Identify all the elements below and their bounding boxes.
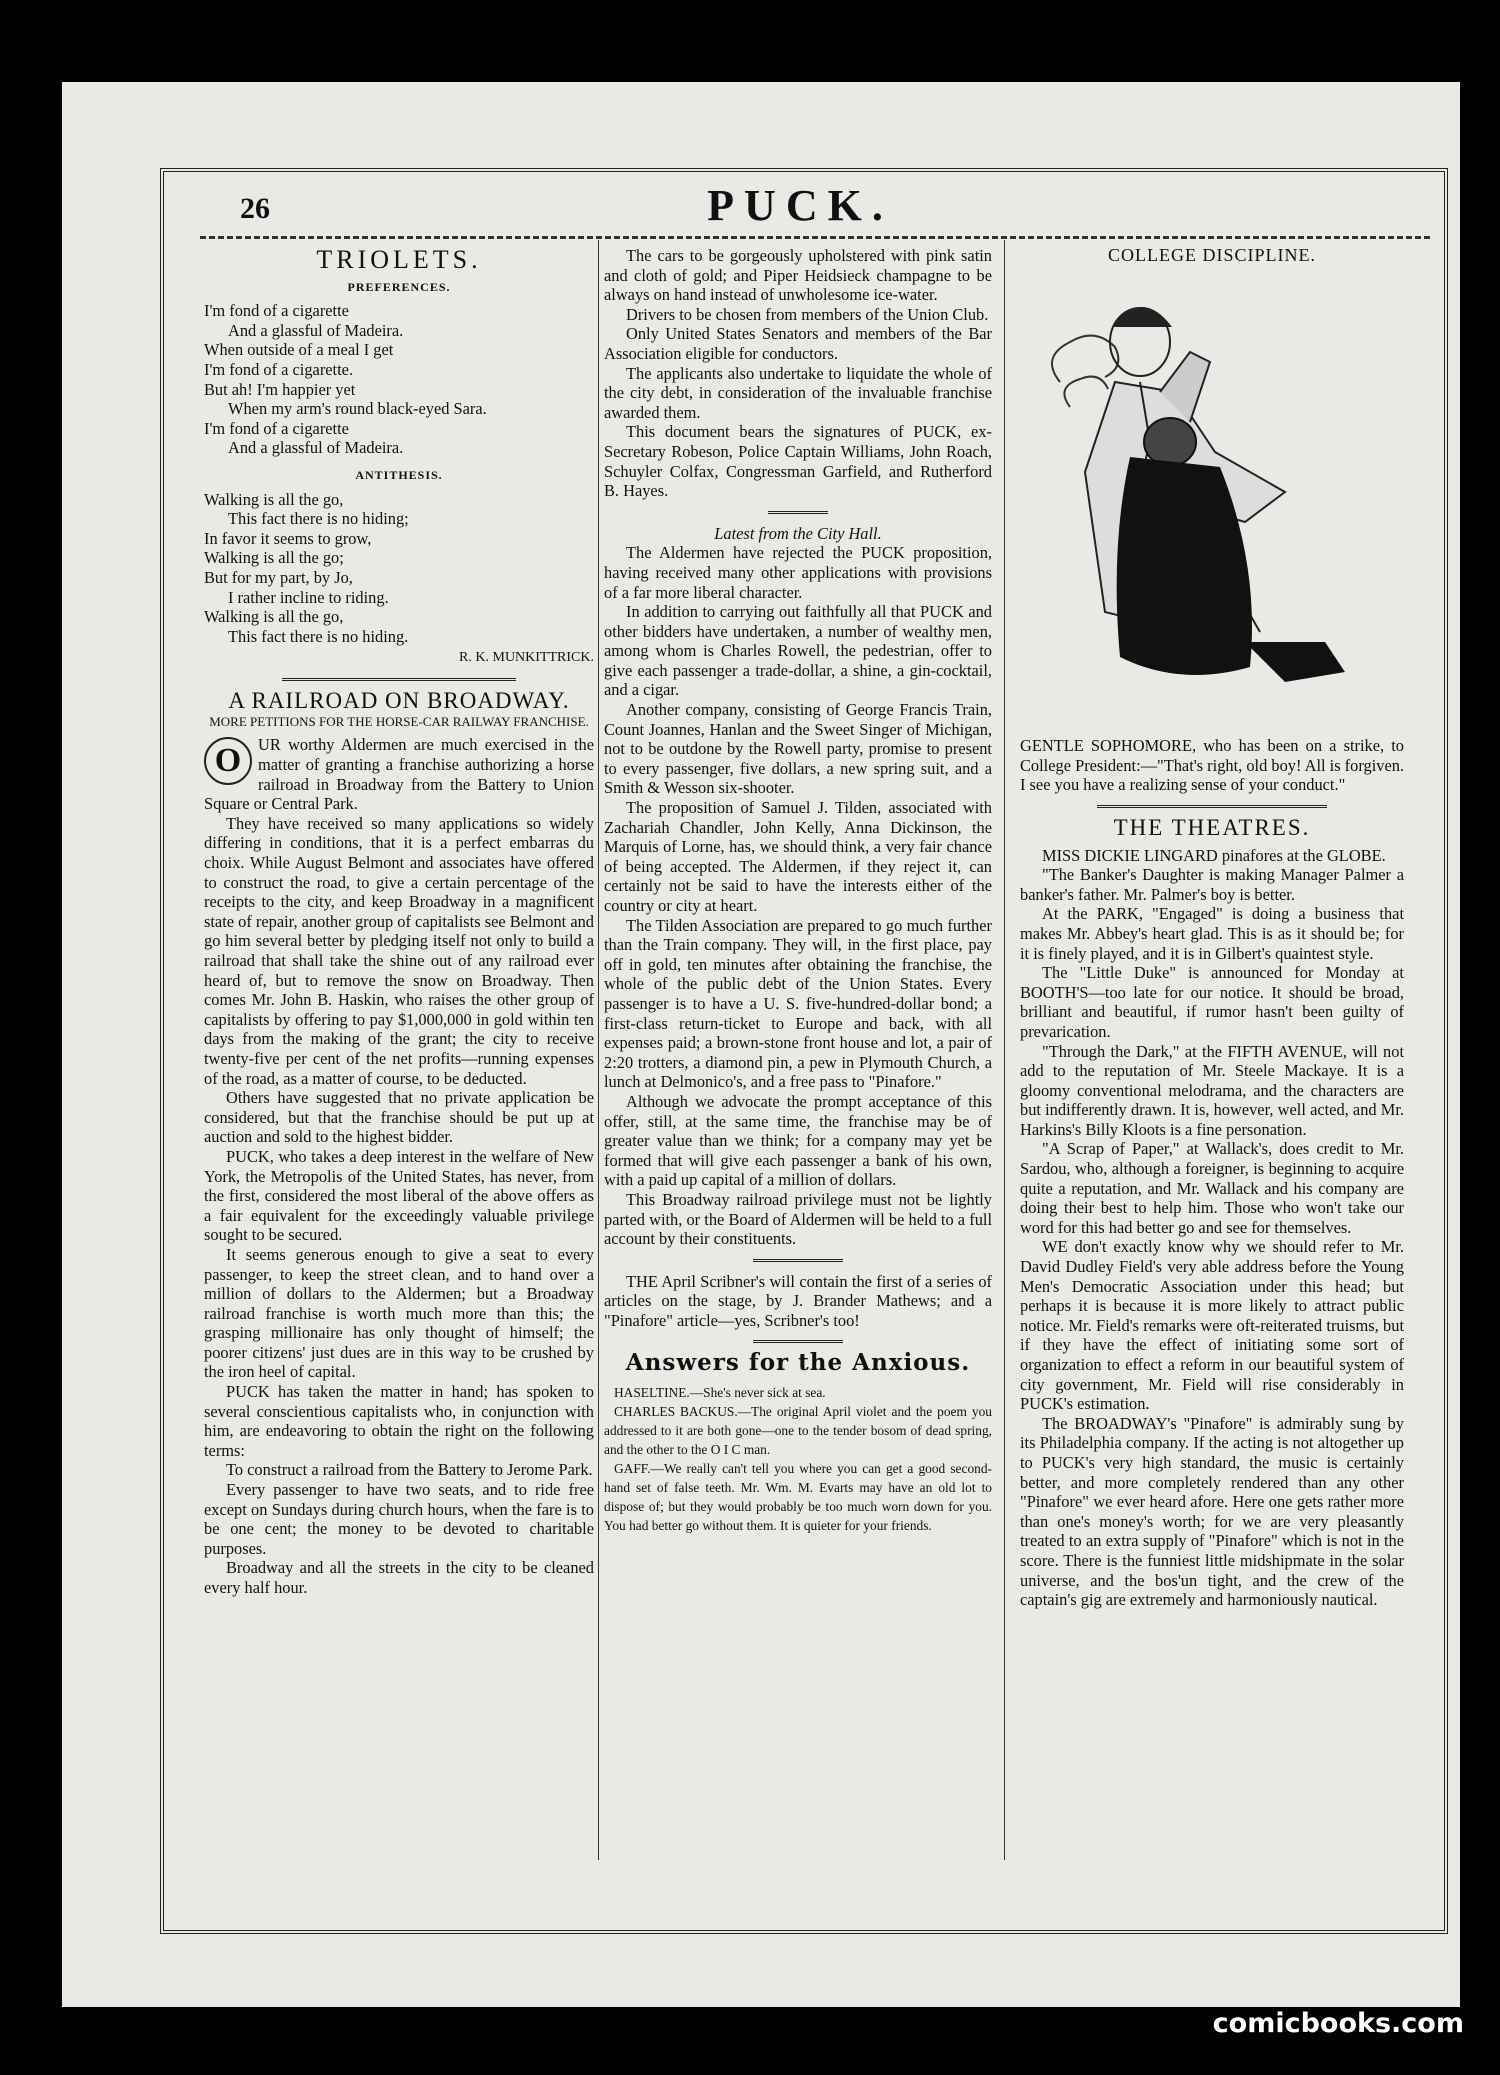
column-divider	[598, 240, 599, 1860]
antithesis-heading: ANTITHESIS.	[355, 467, 443, 482]
city-hall-paragraph: The Aldermen have rejected the PUCK proposition, having received many other applications with provisions of a far more liberal character.	[604, 543, 992, 602]
column-2	[604, 246, 992, 1535]
watermark: comicbooks.com	[1212, 2008, 1464, 2039]
section-rule	[768, 511, 828, 514]
railroad-paragraph: It seems generous enough to give a seat to every passenger, to keep the street clean, and to hand over a million of dollars to the Aldermen; but a Broadway railroad franchise is worth much more than this; the grasping millionaire has only thought of himself; the poorer citizens' just dues are in this way to be crushed by the iron heel of capital.	[204, 1244, 594, 1382]
city-hall-paragraph: Although we advocate the prompt acceptance of this offer, still, at the same time, the franchise may be of greater value than we think; for a company may yet be formed that will give each passenger a bank of his own, with a paid up capital of a million of dollars.	[604, 1091, 992, 1190]
city-hall-paragraph: In addition to carrying out faithfully all that PUCK and other bidders have undertaken, a number of wealthy men, among whom is Charles Rowell, the pedestrian, offer to give each passenger a trade-dollar, a shine, a gin-cocktail, and a cigar.	[604, 602, 992, 700]
illustration-caption: GENTLE SOPHOMORE, who has been on a strike, to College President:—"That's right, old boy! All is forgiven. I see you have a realizing sense of your conduct."	[1020, 736, 1405, 795]
poem-line: When outside of a meal I get	[204, 340, 394, 360]
theatre-paragraph: The "Little Duke" is announced for Monday at BOOTH'S—too late for our notice. It should be broad, brilliant and beautiful, if rumor hasn't been guilty of prevarication.	[1020, 963, 1404, 1041]
poem-line: I rather incline to riding.	[228, 587, 389, 607]
poem-antithesis	[204, 490, 594, 647]
city-hall-paragraph: The Tilden Association are prepared to go much further than the Train company. They will, in the first place, pay off in gold, ten minutes after obtaining the franchise, the whole of the public debt of the Union States. Every passenger is to have a U. S. five-hundred-dollar bond; a first-class return-ticket to Europe and back, with all expenses paid; a brown-stone front house and lot, a pair of 2:20 trotters, a diamond pin, a pew in Plymouth Church, a lunch at Delmonico's, and a free pass to "Pinafore."	[604, 915, 992, 1092]
poem-line: This fact there is no hiding.	[228, 626, 409, 646]
railroad-paragraph: Broadway and all the streets in the city to be cleaned every half hour.	[204, 1558, 594, 1597]
poem-line: I'm fond of a cigarette.	[204, 359, 354, 379]
city-hall-paragraph: Another company, consisting of George Francis Train, Count Joannes, Hanlan and the Sweet Singer of Michigan, not to be outdone by the Rowell party, promise to present to every passenger, five dollars, a new spring suit, and a Smith & Wesson six-shooter.	[604, 700, 992, 798]
poem-line: Walking is all the go,	[204, 607, 344, 627]
poem-line: But ah! I'm happier yet	[204, 379, 356, 399]
poem-line: I'm fond of a cigarette	[204, 301, 349, 321]
header-rule	[200, 236, 1430, 239]
theatre-paragraph: "The Banker's Daughter is making Manager Palmer a banker's father. Mr. Palmer's boy is better.	[1020, 865, 1404, 904]
section-rule	[1097, 805, 1327, 808]
terms-paragraph: The cars to be gorgeously upholstered with pink satin and cloth of gold; and Piper Heidsieck champagne to be always on hand instead of unwholesome ice-water.	[604, 246, 992, 305]
poem-preferences	[204, 301, 594, 458]
terms-paragraph: Drivers to be chosen from members of the Union Club.	[626, 304, 989, 324]
terms-paragraph: The applicants also undertake to liquidate the whole of the city debt, in consideration of the invaluable franchise awarded them.	[604, 363, 992, 422]
illustration-title: COLLEGE DISCIPLINE.	[1108, 245, 1316, 265]
railroad-paragraph: PUCK, who takes a deep interest in the welfare of New York, the Metropolis of the United States, has never, from the first, considered the most liberal of the above offers as a fair equivalent for the exceedingly valuable privilege sought to be secured.	[204, 1146, 594, 1245]
theatre-paragraph: "Through the Dark," at the FIFTH AVENUE, will not add to the reputation of Mr. Steele Mackaye. It is a gloomy conventional melodrama, and the characters are but indifferently drawn. It is, however, well acted, and Mr. Harkins's Billy Kloots is a fine personation.	[1020, 1041, 1404, 1139]
theatre-paragraph: "A Scrap of Paper," at Wallack's, does credit to Mr. Sardou, who, although a foreigner, is beginning to acquire quite a reputation, and Mr. Wallack and his company are doing their best to help him. Those who won't take our word for this had better go and see for themselves.	[1020, 1139, 1404, 1237]
answer-item: GAFF.—We really can't tell you where you can get a good second-hand set of false teeth. Mr. Wm. M. Evarts may have an old lot to dispose of; but they would probably be too much worn down for you. You had better go without them. It is quieter for your friends.	[604, 1461, 992, 1534]
poem-line: And a glassful of Madeira.	[228, 320, 404, 340]
railroad-subtitle: MORE PETITIONS FOR THE HORSE-CAR RAILWAY FRANCHISE.	[209, 714, 589, 730]
college-discipline-illustration	[1020, 272, 1404, 722]
poem-line: Walking is all the go,	[204, 489, 344, 509]
theatre-paragraph: At the PARK, "Engaged" is doing a business that makes Mr. Abbey's heart glad. This is as it should be; for it is finely played, and it is in Gilbert's quaintest style.	[1020, 904, 1404, 963]
answer-item: CHARLES BACKUS.—The original April violet and the poem you addressed to it are both gone—one to the tender bosom of dead spring, and the other to the O I C man.	[604, 1404, 992, 1458]
poem-signature: R. K. MUNKITTRICK.	[459, 650, 594, 666]
poem-line: I'm fond of a cigarette	[204, 418, 349, 438]
page-header	[170, 178, 1430, 242]
city-hall-paragraph: The proposition of Samuel J. Tilden, associated with Zachariah Chandler, John Kelly, Anna Dickinson, the Marquis of Lorne, has, we should think, a very fair chance of being accepted. The Aldermen, if they reject it, can certainly not be said to have the interests either of the country or city at heart.	[604, 798, 992, 915]
preferences-heading: PREFERENCES.	[347, 279, 451, 294]
drop-cap: O	[204, 737, 252, 785]
scribner-note: THE April Scribner's will contain the first of a series of articles on the stage, by J. Brander Mathews; and a "Pinafore" article—yes, Scribner's too!	[604, 1271, 992, 1330]
theatre-paragraph: The BROADWAY's "Pinafore" is admirably sung by its Philadelphia company. If the acting is not altogether up to PUCK's very high standard, the music is certainly better, and more completely rendered than any other "Pinafore" we ever heard afore. Here one gets rather more than one's money's worth; for we are very pleasantly treated to an extra supply of "Pinafore" which is not in the score. There is the funniest little midshipmate in the solar universe, and the bos'un tight, and the crew of the captain's gig are extremely and harmoniously nautical.	[1020, 1413, 1404, 1610]
section-rule	[282, 678, 516, 681]
railroad-paragraph: They have received so many applications so widely differing in conditions, that it is a perfect embarras du choix. While August Belmont and associates have offered to construct the road, to give a certain percentage of the receipts to the city, and keep Broadway in a magnificent state of repair, another group of capitalists see Belmont and go him several better by pledging itself not only to build a railroad that shall take the shine out of any railroad ever heard of, but to remove the snow on Broadway. Then comes Mr. John B. Haskin, who raises the other group of capitalists by offering to pay $1,000,000 in gold within ten days from the making of the grant; the city to receive twenty-five per cent of the net profits—running expenses of the road, as a matter of course, to be deducted.	[204, 813, 594, 1088]
poem-line: Walking is all the go;	[204, 548, 344, 568]
railroad-paragraph: To construct a railroad from the Battery to Jerome Park.	[226, 1460, 593, 1480]
railroad-paragraph: PUCK has taken the matter in hand; has spoken to several conscientious capitalists who, in conjunction with him, are endeavoring to obtain the right on the following terms:	[204, 1382, 594, 1460]
railroad-paragraph: Every passenger to have two seats, and to ride free except on Sundays during church hours, when the fare is to be one cent; the money to be devoted to charitable purposes.	[204, 1480, 594, 1558]
answer-item: HASELTINE.—She's never sick at sea.	[614, 1385, 826, 1401]
page-number: 26	[240, 192, 270, 225]
terms-paragraph: Only United States Senators and members of the Bar Association eligible for conductors.	[604, 324, 992, 363]
section-rule	[753, 1340, 843, 1343]
railroad-title: A RAILROAD ON BROADWAY.	[228, 687, 570, 713]
theatre-paragraph: WE don't exactly know why we should refer to Mr. David Dudley Field's very able address before the Young Men's Democratic Association under this head; but perhaps it is because it is more likely to attract public notice. Mr. Field's remarks were oft-reiterated truisms, but if they have the effect of initiating some sort of organization to effect a reform in our beautiful system of city government, Mr. Field will rise considerably in PUCK's estimation.	[1020, 1237, 1404, 1414]
column-3	[1020, 246, 1404, 1610]
triolets-title: TRIOLETS.	[316, 245, 482, 274]
city-hall-heading: Latest from the City Hall.	[714, 523, 882, 543]
poem-line: And a glassful of Madeira.	[228, 438, 404, 458]
railroad-paragraph: UR worthy Aldermen are much exercised in the matter of granting a franchise authorizing a horse railroad in Broadway from the Battery to Union Square or Central Park.	[204, 735, 594, 814]
answers-title: Answers for the Anxious.	[625, 1349, 971, 1377]
terms-paragraph: This document bears the signatures of PUCK, ex-Secretary Robeson, Police Captain Williams, John Roach, Schuyler Colfax, Congressman Garfield, and Rutherford B. Hayes.	[604, 422, 992, 501]
theatres-title: THE THEATRES.	[1113, 814, 1311, 840]
column-divider	[1004, 240, 1005, 1860]
city-hall-paragraph: This Broadway railroad privilege must not be lightly parted with, or the Board of Aldermen will be held to a full account by their constituents.	[604, 1189, 992, 1249]
theatre-paragraph: MISS DICKIE LINGARD pinafores at the GLOBE.	[1042, 845, 1386, 865]
railroad-paragraph: Others have suggested that no private application be considered, but that the franchise should be put up at auction and sold to the highest bidder.	[204, 1088, 594, 1147]
section-rule	[753, 1259, 843, 1262]
answers-list	[604, 1383, 992, 1535]
poem-line: But for my part, by Jo,	[204, 567, 353, 587]
poem-line: This fact there is no hiding;	[228, 509, 409, 529]
poem-line: In favor it seems to grow,	[204, 528, 372, 548]
masthead-title: PUCK.	[707, 181, 893, 230]
column-1	[204, 246, 594, 1598]
poem-line: When my arm's round black-eyed Sara.	[228, 399, 487, 419]
